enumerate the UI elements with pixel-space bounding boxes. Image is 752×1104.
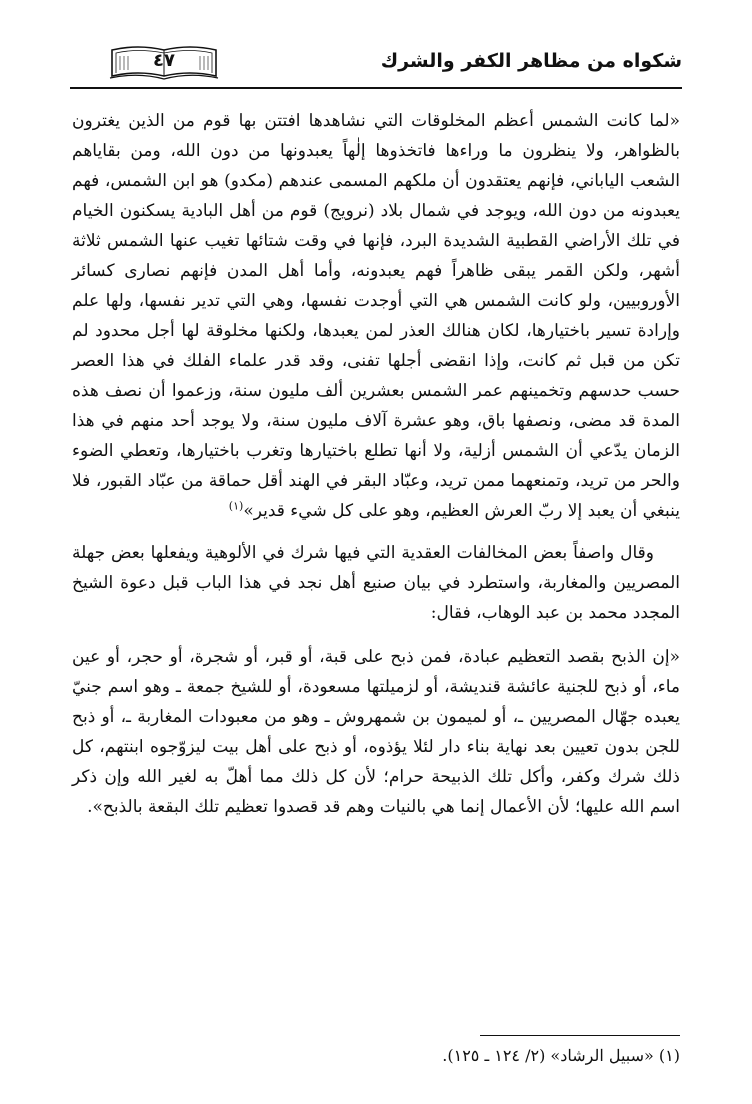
- running-title: شكواه من مظاهر الكفر والشرك: [380, 50, 682, 72]
- page-number: ٤٧: [153, 50, 175, 71]
- quote-paragraph-sun: [72, 106, 680, 526]
- footnote: (١) «سبيل الرشاد» (٢/ ١٢٤ ـ ١٢٥).: [442, 1046, 680, 1065]
- paragraph-1-text: «لما كانت الشمس أعظم المخلوقات التي نشاهدها افتتن بها قوم من الذين يغترون بالظواهر، ولا ينظرون ما وراءها فاتخذوها إلٰهاً يعبدونها من دون الله، ومن بقاياهم الشعب الياباني، فإنهم يعتقدون أن ملكهم المسمى عندهم (مكدو) هو ابن الشمس، فهم يعبدونه من دون الله، ويوجد في شمال بلاد (نرويج) قوم من أهل البادية يسكنون الخيام في تلك الأراضي القطبية الشديدة البرد، فإنها في وقت شتائها تغيب عنها الشمس ثلاثة أشهر، ولكن القمر يبقى ظاهراً فهم يعبدونه، وأما أهل المدن فإنهم نصارى كسائر الأوروبيين، ولو كانت الشمس هي التي أوجدت نفسها، وهي التي تدير نفسها، ولها علم وإرادة تسير باختيارها، لكان هنالك العذر لمن يعبدها، ولكنها مخلوقة لها أجل محدود لم تكن من قبل ثم كانت، وإذا انقضى أجلها تفنى، وقد قدر علماء الفلك في هذا العصر حسب حدسهم وتخمينهم عمر الشمس بعشرين ألف مليون سنة، وزعموا أن نصف هذه المدة قد مضى، ونصفها باق، وهو عشرة آلاف مليون سنة، ولا يوجد أحد منهم في هذا الزمان يدّعي أن الشمس أزلية، ولا أنها تطلع باختيارها وتغرب باختيارها، وتعطي الضوء والحر من تريد، وتمنعهما ممن تريد، وعبّاد البقر في الهند أقل حماقة من عبّاد القبور، فلا ينبغي أن يعبد إلا ربّ العرش العظيم، وهو على كل شيء قدير»: [72, 111, 680, 521]
- narrative-paragraph: وقال واصفاً بعض المخالفات العقدية التي فيها شرك في الألوهية ويفعلها بعض جهلة المصريين والمغاربة، واستطرد في بيان صنيع أهل نجد في هذا الباب قبل دعوة الشيخ المجدد محمد بن عبد الوهاب، فقال:: [72, 543, 680, 623]
- page-number-frame: [108, 42, 220, 80]
- quote-paragraph-sacrifice: «إن الذبح بقصد التعظيم عبادة، فمن ذبح على قبة، أو قبر، أو شجرة، أو حجر، أو عين ماء، أو ذبح للجنية عائشة قنديشة، أو لزميلتها مسعودة، أو للشيخ جمعة ـ وهو اسم جنيّ يعبده جهّال المصريين ـ، أو لميمون بن شمهروش ـ وهو من معبودات المغاربة ـ، أو ذبح للجن بدون تعيين بعد نهاية بناء دار لئلا يؤذوه، أو ذبح على أهل بيت ليزوّجوه ابنتهم، كل ذلك شرك وكفر، وأكل تلك الذبيحة حرام؛ لأن كل ذلك مما أهلّ به لغير الله وإن ذكر اسم الله عليها؛ لأن الأعمال إنما هي بالنيات وهم قد قصدوا تعظيم تلك البقعة بالذبح».: [72, 647, 680, 817]
- page-header: [70, 38, 682, 88]
- footnote-reference: (١): [228, 499, 244, 513]
- header-rule: [70, 87, 682, 89]
- main-text: [72, 106, 680, 822]
- footnote-separator: [480, 1035, 680, 1036]
